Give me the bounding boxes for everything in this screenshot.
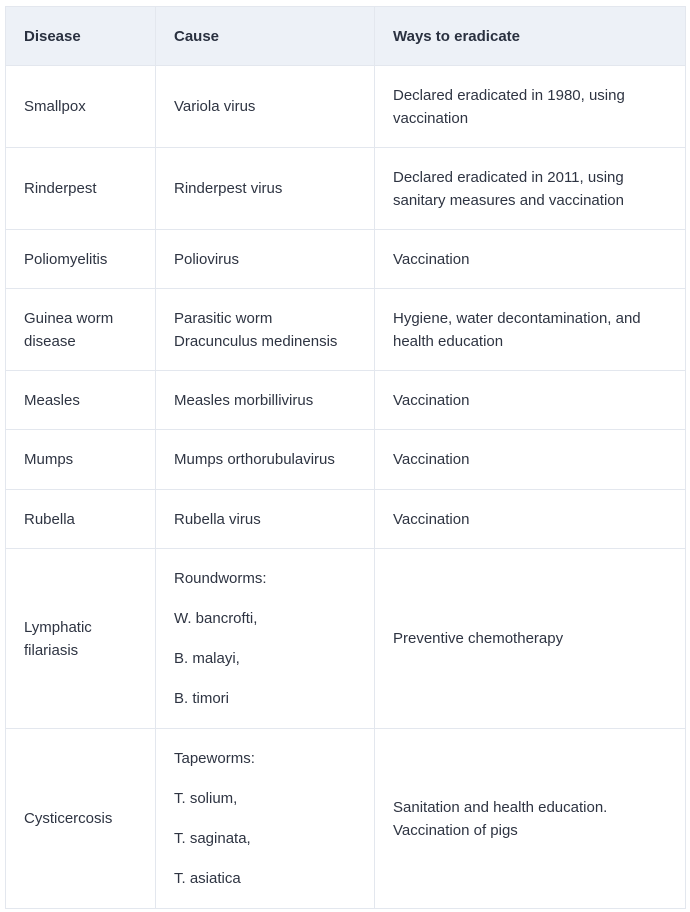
disease-cell: Rubella xyxy=(6,490,156,549)
header-disease: Disease xyxy=(6,7,156,66)
cause-line: B. timori xyxy=(174,690,230,707)
table-row xyxy=(6,490,686,549)
cause-line: T. saginata, xyxy=(174,830,251,847)
method-cell: Sanitation and health education. Vaccination of pigs xyxy=(375,729,686,909)
cause-line: W. bancrofti, xyxy=(174,610,258,627)
disease-cell: Rinderpest xyxy=(6,148,156,230)
cause-line: Rubella virus xyxy=(174,510,261,528)
method-cell: Vaccination xyxy=(375,490,686,549)
disease-cell: Lymphatic filariasis xyxy=(6,549,156,729)
method-cell: Hygiene, water decontamination, and health education xyxy=(375,289,686,371)
method-cell: Vaccination xyxy=(375,230,686,289)
cause-list xyxy=(174,248,356,271)
eradication-table-container xyxy=(5,6,685,908)
method-cell: Declared eradicated in 2011, using sanitary measures and vaccination xyxy=(375,148,686,230)
cause-cell xyxy=(156,729,375,909)
disease-cell: Guinea worm disease xyxy=(6,289,156,371)
table-row xyxy=(6,289,686,371)
cause-line: Tapeworms: xyxy=(174,750,255,767)
cause-line: Roundworms: xyxy=(174,570,267,587)
table-row xyxy=(6,66,686,148)
method-cell: Vaccination xyxy=(375,430,686,490)
cause-line: Parasitic worm Dracunculus medinensis xyxy=(174,309,338,350)
cause-list xyxy=(174,567,356,710)
disease-cell: Cysticercosis xyxy=(6,729,156,909)
method-cell: Preventive chemotherapy xyxy=(375,549,686,729)
cause-list xyxy=(174,508,356,531)
cause-cell xyxy=(156,371,375,430)
method-cell: Vaccination xyxy=(375,371,686,430)
disease-cell: Smallpox xyxy=(6,66,156,148)
disease-cell: Measles xyxy=(6,371,156,430)
cause-line: Measles morbillivirus xyxy=(174,391,314,409)
cause-list xyxy=(174,389,356,412)
cause-line: Variola virus xyxy=(174,98,256,115)
table-row xyxy=(6,430,686,490)
cause-list xyxy=(174,747,356,890)
cause-line: T. asiatica xyxy=(174,870,241,887)
header-cause: Cause xyxy=(156,7,375,66)
table-row xyxy=(6,371,686,430)
eradication-table xyxy=(5,6,686,909)
cause-cell xyxy=(156,430,375,490)
cause-list xyxy=(174,177,356,200)
cause-line: Rinderpest virus xyxy=(174,180,283,197)
table-row xyxy=(6,729,686,909)
cause-cell xyxy=(156,148,375,230)
table-row xyxy=(6,230,686,289)
cause-list xyxy=(174,448,356,471)
method-cell: Declared eradicated in 1980, using vaccination xyxy=(375,66,686,148)
header-ways-to-eradicate: Ways to eradicate xyxy=(375,7,686,66)
table-body xyxy=(6,66,686,909)
cause-cell xyxy=(156,66,375,148)
cause-line: Poliovirus xyxy=(174,250,240,268)
cause-cell xyxy=(156,230,375,289)
disease-cell: Poliomyelitis xyxy=(6,230,156,289)
cause-cell xyxy=(156,549,375,729)
cause-line: T. solium, xyxy=(174,790,238,807)
table-row xyxy=(6,148,686,230)
cause-list xyxy=(174,307,356,353)
disease-cell: Mumps xyxy=(6,430,156,490)
cause-line: B. malayi, xyxy=(174,650,240,667)
cause-list xyxy=(174,95,356,118)
table-row xyxy=(6,549,686,729)
cause-line: Mumps orthorubulavirus xyxy=(174,451,335,468)
cause-cell xyxy=(156,289,375,371)
table-header-row xyxy=(6,7,686,66)
cause-cell xyxy=(156,490,375,549)
